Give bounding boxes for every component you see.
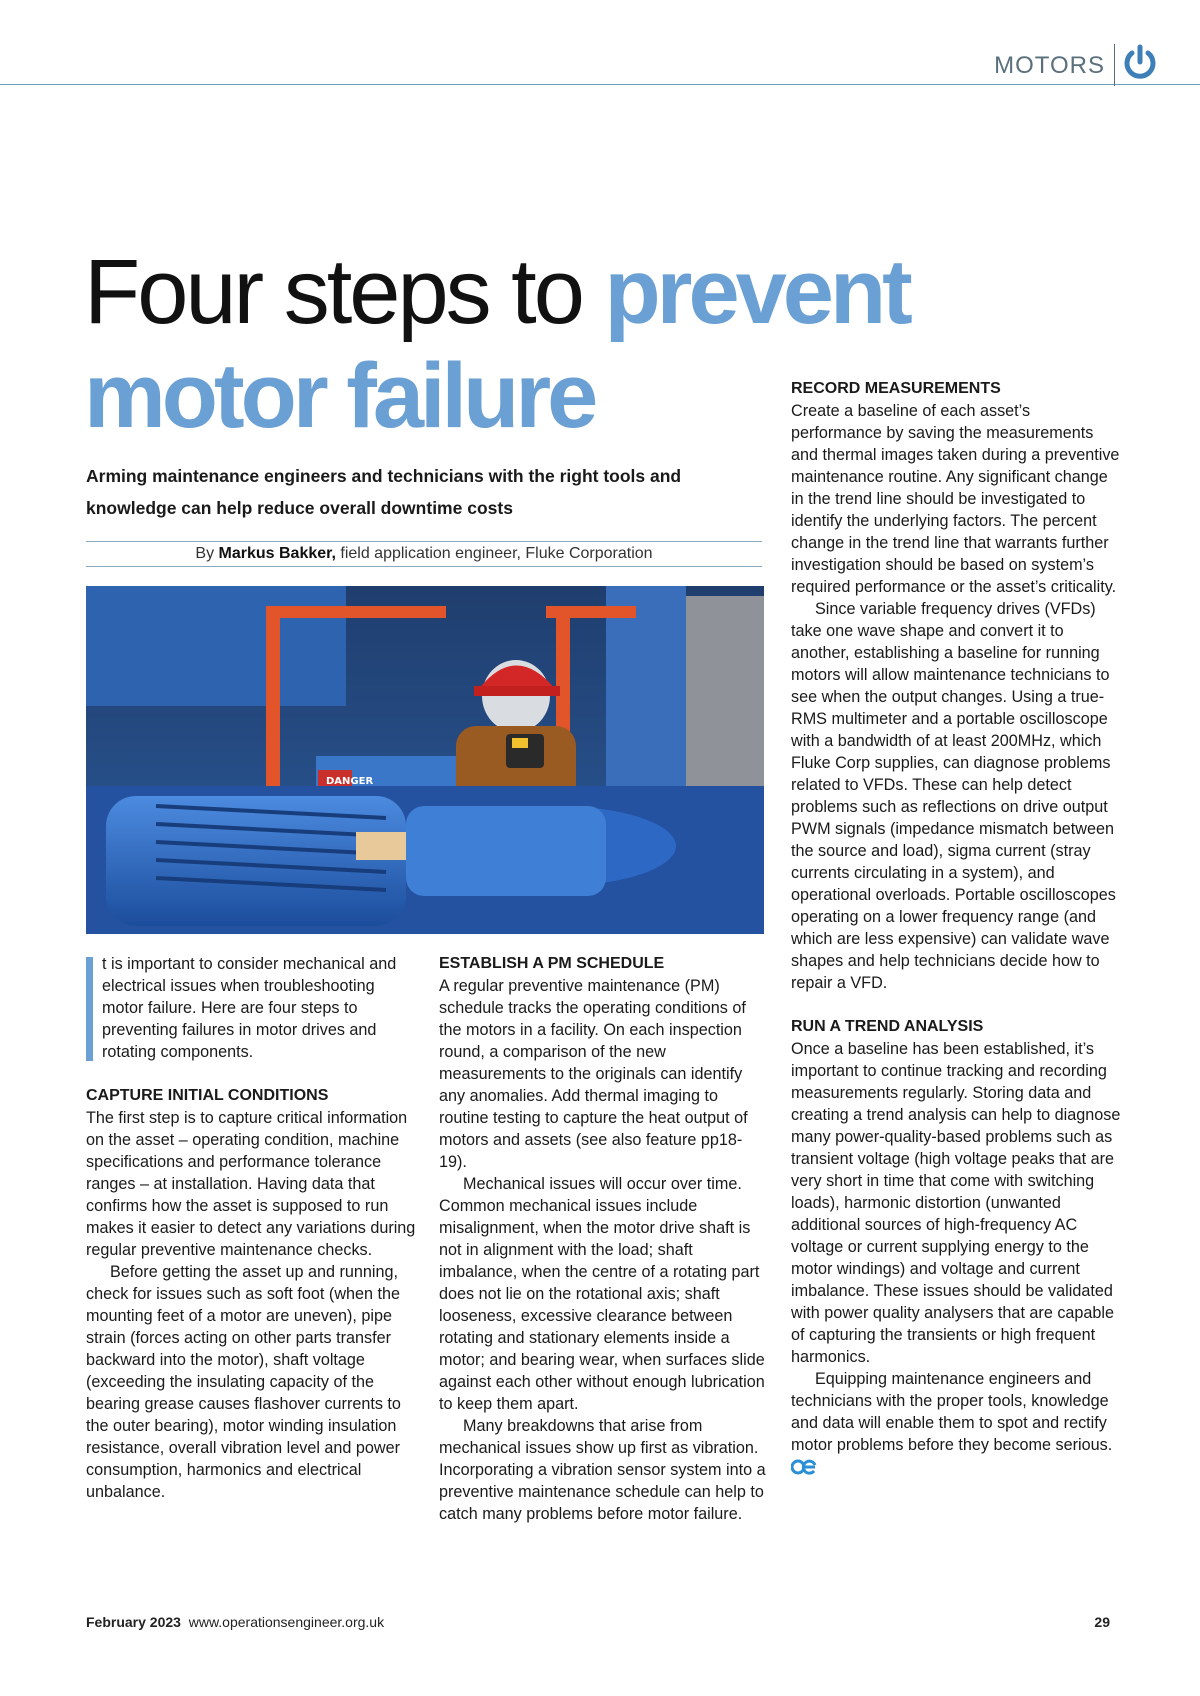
col2-paragraph-2: Mechanical issues will occur over time. Common mechanical issues include misalignment, when the motor drive shaft is not in alignment with the load; shaft imbalance, when the centre of a rotating part does not lie on the rotational axis; shaft looseness, excessive clearance between rotating and stationary elements inside a motor; and bearing wear, when surfaces slide against each other without enough lubrication to keep them apart. bbox=[439, 1175, 765, 1413]
intro-block bbox=[86, 953, 416, 1063]
footer bbox=[86, 1614, 384, 1630]
header-separator bbox=[1114, 44, 1115, 86]
headline-accent-1: prevent bbox=[604, 241, 909, 343]
article-photo bbox=[86, 586, 764, 934]
section-label: MOTORS bbox=[994, 52, 1105, 79]
column-3 bbox=[791, 378, 1121, 1478]
intro-text: t is important to consider mechanical and electrical issues when troubleshooting motor failure. Here are four steps to preventing failures in motor drives and rotating components. bbox=[102, 955, 397, 1061]
column-1 bbox=[86, 953, 416, 1503]
byline-author: Markus Bakker, bbox=[218, 545, 336, 562]
heading-capture-initial-conditions: CAPTURE INITIAL CONDITIONS bbox=[86, 1087, 329, 1104]
col1-paragraph-1: The first step is to capture critical information on the asset – operating condition, machine specifications and performance tolerance ranges – at installation. Having data that confirms how the asset is supposed to run makes it easier to detect any variations during regular preventive maintenance checks. bbox=[86, 1109, 416, 1259]
col3-paragraph-2: Since variable frequency drives (VFDs) take one wave shape and convert it to another, establishing a baseline for running motors will allow maintenance technicians to see when the output changes. Using a true-RMS multimeter and a portable oscilloscope with a bandwidth of at least 200MHz, which Fluke Corp supplies, can diagnose problems related to VFDs. These can help detect problems such as reflections on drive output PWM signals (impedance mismatch between the source and load), sigma current (stray currents circulating in a system), and operational overloads. Portable oscilloscopes operating on a lower frequency range (and which are less expensive) can validate wave shapes and help technicians decide how to repair a VFD. bbox=[791, 600, 1116, 992]
end-mark-icon bbox=[791, 1459, 817, 1475]
footer-url[interactable]: www.operationsengineer.org.uk bbox=[188, 1614, 385, 1630]
col3-paragraph-1: Create a baseline of each asset’s performance by saving the measurements and thermal images taken during a preventive maintenance routine. Any significant change in the trend line should be investigated to identify the underlying factors. The percent change in the trend line that warrants further investigation should be based on system’s required performance or the asset’s criticality. bbox=[791, 402, 1120, 596]
col3-paragraph-3: Once a baseline has been established, it’s important to continue tracking and recording measurements regularly. Storing data and creating a trend analysis can help to diagnose many power-quality-based problems such as transient voltage (high voltage peaks that are very short in time that come with switching loads), harmonic distortion (unwanted additional sources of high-frequency AC voltage or current supplying energy to the motor windings) and voltage and current imbalance. These issues should be validated with power quality analysers that are capable of capturing the transients or high frequent harmonics. bbox=[791, 1040, 1121, 1366]
standfirst: Arming maintenance engineers and technicians with the right tools and knowledge can help reduce overall downtime costs bbox=[86, 466, 682, 518]
photo-sign-text: DANGER bbox=[326, 776, 374, 787]
col2-paragraph-3: Many breakdowns that arise from mechanical issues show up first as vibration. Incorporating a vibration sensor system into a preventive maintenance schedule can help to catch many problems before motor failure. bbox=[439, 1417, 766, 1523]
byline-role: field application engineer, Fluke Corporation bbox=[335, 545, 653, 562]
drop-cap-bar bbox=[86, 957, 93, 1061]
col2-paragraph-1: A regular preventive maintenance (PM) schedule tracks the operating conditions of the motors in a facility. On each inspection round, a comparison of the new measurements to the originals can identify any anomalies. Add thermal imaging to routine testing to capture the heat output of motors and assets (see also feature pp18-19). bbox=[439, 977, 748, 1171]
header-rule bbox=[0, 84, 1200, 85]
footer-date: February 2023 bbox=[86, 1614, 181, 1630]
headline-accent-2: motor failure bbox=[84, 345, 595, 447]
heading-record-measurements: RECORD MEASUREMENTS bbox=[791, 380, 1001, 397]
heading-establish-pm-schedule: ESTABLISH A PM SCHEDULE bbox=[439, 955, 665, 972]
col1-paragraph-2: Before getting the asset up and running, check for issues such as soft foot (when the mounting feet of a motor are uneven), pipe strain (forces acting on other parts transfer backward into the motor), shaft voltage (exceeding the insulating capacity of the bearing grease causes flashover currents to the outer bearing), motor winding insulation resistance, overall vibration level and power consumption, harmonics and electrical unbalance. bbox=[86, 1263, 401, 1501]
byline-prefix: By bbox=[195, 545, 219, 562]
byline bbox=[86, 543, 762, 565]
byline-rule-top bbox=[86, 541, 762, 542]
col3-paragraph-4 bbox=[791, 1368, 1121, 1478]
byline-rule-bottom bbox=[86, 566, 762, 567]
headline-plain: Four steps to bbox=[84, 241, 605, 343]
col3-paragraph-4-text: Equipping maintenance engineers and technicians with the proper tools, knowledge and data will enable them to spot and rectify motor problems before they become serious. bbox=[791, 1370, 1113, 1454]
heading-run-trend-analysis: RUN A TREND ANALYSIS bbox=[791, 1018, 984, 1035]
page-number: 29 bbox=[1094, 1614, 1110, 1630]
power-icon bbox=[1122, 44, 1158, 82]
column-2 bbox=[439, 953, 769, 1525]
